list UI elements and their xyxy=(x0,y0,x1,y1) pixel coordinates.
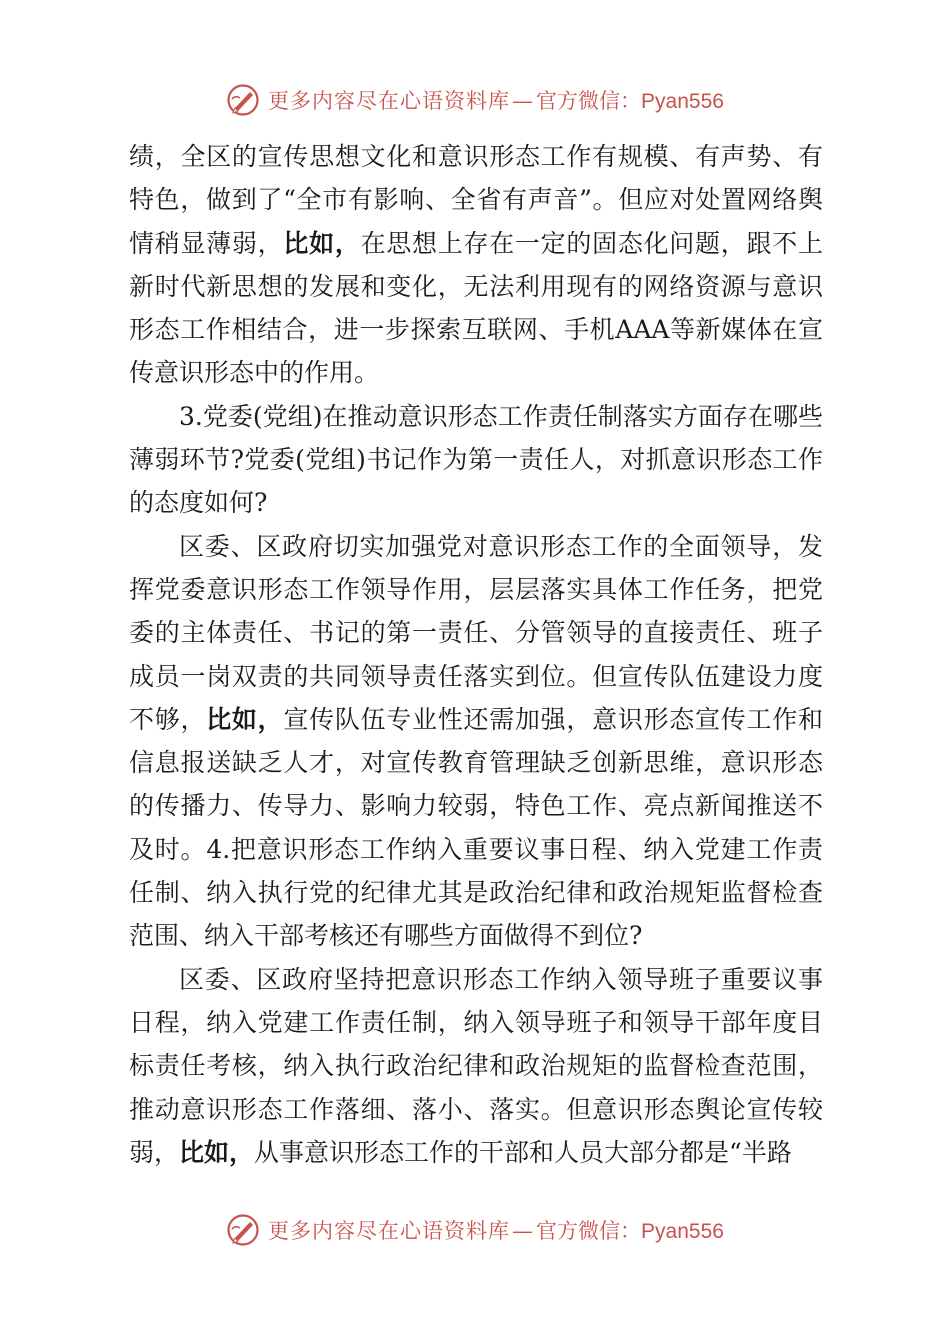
pen-logo-icon xyxy=(226,1213,260,1247)
paragraph: 区委、区政府切实加强党对意识形态工作的全面领导，发挥党委意识形态工作领导作用，层层落实具体工作任务，把党委的主体责任、书记的第一责任、分管领导的直接责任、班子成员一岗双责的共同领导责任落实到位。但宣传队伍建设力度不够，比如，宣传队伍专业性还需加强，意识形态宣传工作和信息报送缺乏人才，对宣传教育管理缺乏创新思维，意识形态的传播力、传导力、影响力较弱，特色工作、亮点新闻推送不及时。4.把意识形态工作纳入重要议事日程、纳入党建工作责任制、纳入执行党的纪律尤其是政治纪律和政治规矩监督检查范围、纳入干部考核还有哪些方面做得不到位? xyxy=(129,531,823,951)
pen-logo-icon xyxy=(226,83,260,117)
wechat-id: 官方微信：Pyan556 xyxy=(536,1220,724,1243)
paragraph: 绩，全区的宣传思想文化和意识形态工作有规模、有声势、有特色，做到了“全市有影响、全省有声音”。但应对处置网络舆情稍显薄弱，比如，在思想上存在一定的固态化问题，跟不上新时代新思想的发展和变化，无法利用现有的网络资源与意识形态工作相结合，进一步探索互联网、手机AAA等新媒体在宣传意识形态中的作用。 xyxy=(129,142,823,388)
header-banner xyxy=(0,80,950,120)
footer-banner xyxy=(0,1210,950,1250)
banner-text: 更多内容尽在心语资料库—官方微信：Pyan556 xyxy=(268,1219,724,1243)
paragraph: 区委、区政府坚持把意识形态工作纳入领导班子重要议事日程，纳入党建工作责任制，纳入领导班子和领导干部年度目标责任考核，纳入执行政治纪律和政治规矩的监督检查范围，推动意识形态工作落细、落小、落实。但意识形态舆论宣传较弱，比如，从事意识形态工作的干部和人员大部分都是“半路 xyxy=(129,964,823,1167)
question-heading: 3.党委(党组)在推动意识形态工作责任制落实方面存在哪些薄弱环节?党委(党组)书记作为第一责任人，对抓意识形态工作的态度如何? xyxy=(129,401,823,518)
bold-keyword: 比如， xyxy=(179,1137,255,1167)
wechat-id: 官方微信：Pyan556 xyxy=(536,90,724,113)
document-body xyxy=(129,135,823,1174)
banner-text: 更多内容尽在心语资料库—官方微信：Pyan556 xyxy=(268,89,724,113)
bold-keyword: 比如， xyxy=(283,228,361,258)
bold-keyword: 比如， xyxy=(206,704,284,734)
